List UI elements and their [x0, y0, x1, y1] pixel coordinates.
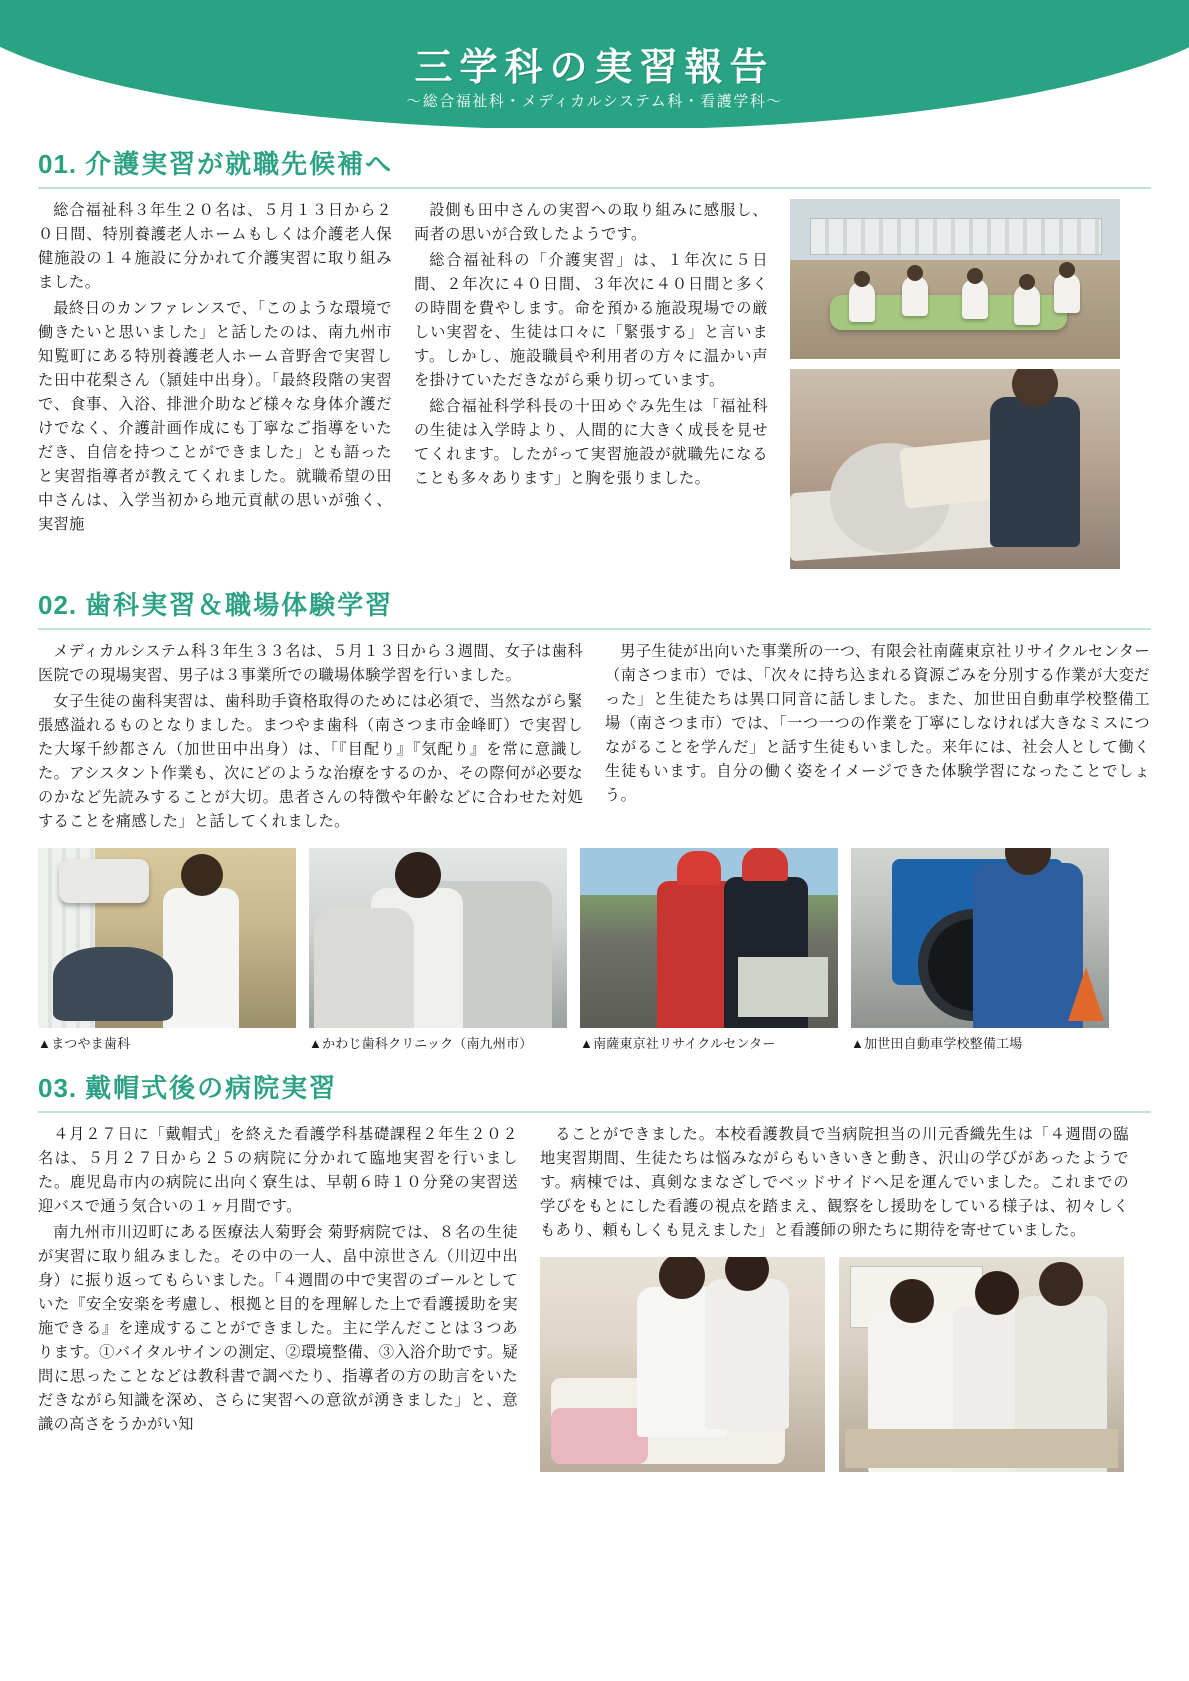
paragraph: 最終日のカンファレンスで、「このような環境で働きたいと思いました」と話したのは、南九州市知覧町にある特別養護老人ホーム音野舎で実習した田中花梨さん（頴娃中出身）。「最終段階の実習で、食事、入浴、排泄介助など様々な身体介護だけでなく、介護計画作成にも丁寧なご指導をいただき、自信を持つことができました」とも語ったと実習指導者が教えてくれました。就職希望の田中さんは、入学当初から地元貢献の思いが強く、実習施: [38, 300, 392, 534]
photo-facility-training-room: [790, 199, 1120, 359]
section-03-number: 03.: [38, 1073, 78, 1104]
photo-caption: ▲かわじ歯科クリニック（南九州市）: [309, 1036, 533, 1052]
paragraph: ４月２７日に「戴帽式」を終えた看護学科基礎課程２年生２０２名は、５月２７日から２５の病院に分かれて臨地実習を行いました。鹿児島市内の病院に出向く寮生は、早朝６時１０分発の実習送迎バスで通う気合いの１ヶ月間です。: [38, 1126, 518, 1216]
photo-kawaji-dental-clinic: [309, 848, 567, 1028]
paragraph: メディカルシステム科３年生３３名は、５月１３日から３週間、女子は歯科医院での現場実習、男子は３事業所での職場体験学習を行いました。: [38, 643, 583, 685]
paragraph: 女子生徒の歯科実習は、歯科助手資格取得のためには必須で、当然ながら緊張感溢れるものとなりました。まつやま歯科（南さつま市金峰町）で実習した大塚千紗都さん（加世田中出身）は、「『目配り』『気配り』を常に意識した。アシスタント作業も、次にどのような治療をするのか、その際何が必要なのかなど先読みすることが大切。患者さんの特徴や年齢などに合わせた対処することを痛感した」と話してくれました。: [38, 693, 583, 831]
section-02-heading: [38, 585, 1151, 630]
photo-cell: [580, 848, 838, 1052]
section-01-heading: [38, 144, 1151, 189]
section-03-title: 戴帽式後の病院実習: [85, 1073, 338, 1104]
paragraph: 総合福祉科学科長の十田めぐみ先生は「福祉科の生徒は入学時より、人間的に大きく成長を見せてくれます。したがって実習施設が就職先になることも多々あります」と胸を張りました。: [414, 398, 768, 488]
section-02-number: 02.: [38, 590, 78, 620]
section-01-column-1: [38, 199, 392, 569]
page-title: 三学科の実習報告: [414, 47, 775, 89]
section-02-columns: [38, 640, 1151, 836]
page-header: [0, 0, 1189, 128]
section-02-column-2: [605, 640, 1150, 836]
paragraph: 総合福祉科の「介護実習」は、１年次に５日間、２年次に４０日間、３年次に４０日間と多くの時間を費やします。命を預かる施設現場での厳しい実習を、生徒は口々に「緊張する」と言います。しかし、施設職員や利用者の方々に温かい声を掛けていただきながら乗り切っています。: [414, 252, 768, 390]
section-02-title: 歯科実習＆職場体験学習: [85, 590, 394, 620]
section-01-columns: [38, 199, 1151, 569]
paragraph: 設側も田中さんの実習への取り組みに感服し、両者の思いが合致したようです。: [414, 202, 768, 244]
photo-cell: [851, 848, 1109, 1052]
photo-nursing-students-desk-work: [839, 1257, 1124, 1472]
photo-nansatsu-tokyosha-recycle-center: [580, 848, 838, 1028]
paragraph: 総合福祉科３年生２０名は、５月１３日から２０日間、特別養護老人ホームもしくは介護老人保健施設の１４施設に分かれて介護実習に取り組みました。: [38, 202, 392, 292]
photo-cell: [309, 848, 567, 1052]
photo-caption: ▲南薩東京社リサイクルセンター: [580, 1036, 776, 1052]
photo-matsuyama-dental: [38, 848, 296, 1028]
photo-cell: [38, 848, 296, 1052]
section-03-column-2: [540, 1123, 1129, 1472]
page-body: [0, 144, 1189, 1472]
photo-bedside-nursing-practice: [540, 1257, 825, 1472]
section-02-column-1: [38, 640, 583, 836]
section-01-photos: [790, 199, 1120, 569]
section-02-photo-strip: [38, 848, 1151, 1052]
page-subtitle: 〜総合福祉科・メディカルシステム科・看護学科〜: [406, 93, 783, 110]
section-03-photos: [540, 1257, 1129, 1472]
photo-caption: ▲加世田自動車学校整備工場: [851, 1036, 1023, 1052]
section-03-heading: [38, 1068, 1151, 1113]
photo-kaseda-driving-school-garage: [851, 848, 1109, 1028]
photo-caption: ▲まつやま歯科: [38, 1036, 131, 1052]
section-01-title: 介護実習が就職先候補へ: [85, 149, 394, 179]
paragraph: ることができました。本校看護教員で当病院担当の川元香織先生は「４週間の臨地実習期間、生徒たちは悩みながらもいきいきと動き、沢山の学びがあったようです。病棟では、真剣なまなざしでベッドサイドへ足を運んでいました。これまでの学びをもとにした看護の視点を踏まえ、観察をし援助をしている様子は、初々しくもあり、頼もしくも見えました」と看護師の卵たちに期待を寄せていました。: [540, 1126, 1129, 1240]
section-03-column-1: [38, 1123, 518, 1472]
section-01-column-2: [414, 199, 768, 569]
section-03-columns: [38, 1123, 1151, 1472]
paragraph: 男子生徒が出向いた事業所の一つ、有限会社南薩東京社リサイクルセンター（南さつま市）では、「次々に持ち込まれる資源ごみを分別する作業が大変だった」と生徒たちは異口同音に話しました。また、加世田自動車学校整備工場（南さつま市）では、「一つ一つの作業を丁寧にしなければ大きなミスにつながることを学んだ」と話す生徒もいました。来年には、社会人として働く生徒もいます。自分の働く姿をイメージできた体験学習になったことでしょう。: [605, 643, 1150, 805]
photo-care-practice: [790, 369, 1120, 569]
section-01-number: 01.: [38, 149, 78, 179]
paragraph: 南九州市川辺町にある医療法人菊野会 菊野病院では、８名の生徒が実習に取り組みました。その中の一人、畠中涼世さん（川辺中出身）に振り返ってもらいました。「４週間の中で実習のゴールとしていた『安全安楽を考慮し、根拠と目的を理解した上で看護援助を実施できる』を達成することができました。主に学んだことは３つあります。①バイタルサインの測定、②環境整備、③入浴介助です。疑問に思ったことなどは教科書で調べたり、指導者の方の助言をいただきながら知識を深め、さらに実習への意欲が湧きました」と、意識の高さをうかがい知: [38, 1224, 518, 1434]
